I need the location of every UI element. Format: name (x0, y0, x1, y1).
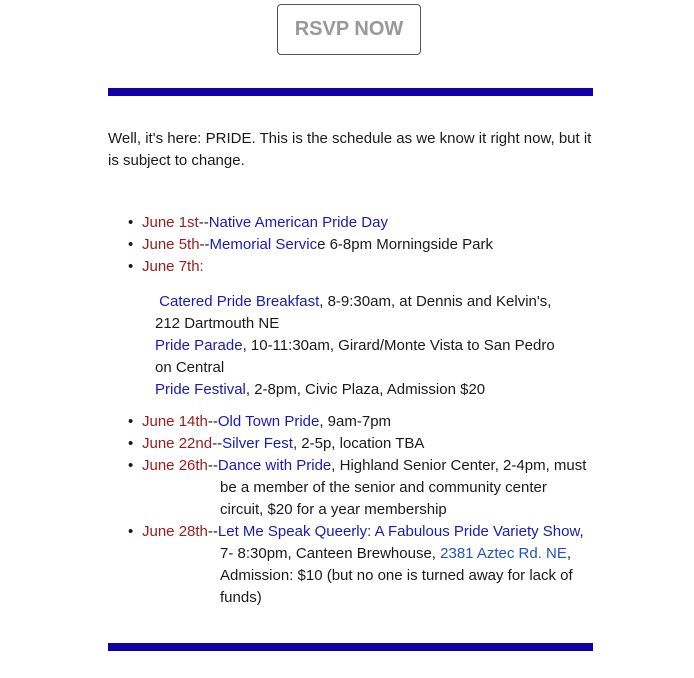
event-link-old-town-pride[interactable]: Old Town Pride (217, 413, 320, 430)
rsvp-now-button[interactable]: RSVP NOW (277, 4, 421, 55)
event-link-pride-parade[interactable]: Pride Parade (155, 337, 243, 354)
event-details: , 2-5p, location TBA (292, 435, 425, 452)
list-item (108, 212, 593, 234)
schedule-list-bottom (108, 411, 593, 609)
event-separator: -- (212, 435, 223, 452)
event-link-pride-festival[interactable]: Pride Festival (155, 381, 246, 398)
schedule-list-top (108, 212, 593, 278)
event-date: June 22nd (142, 435, 213, 452)
event-details: , 9am-7pm (319, 413, 392, 430)
event-details: , 10-11:30am, Girard/Monte Vista to San Pedro on Central (155, 337, 555, 376)
event-separator: -- (207, 523, 218, 540)
event-separator: -- (199, 236, 210, 253)
event-details: , Highland Senior Center, 2-4pm, must be a member of the senior and community center circuit, $20 for a year membership (220, 457, 587, 518)
top-divider (108, 88, 593, 96)
list-item (108, 455, 593, 521)
event-details: , 7- 8:30pm, Canteen Brewhouse, (220, 523, 584, 562)
list-item (155, 335, 555, 379)
list-item (155, 291, 555, 335)
event-details: , 8-9:30am, at Dennis and Kelvin's, 212 Dartmouth NE (155, 293, 552, 332)
list-item (108, 521, 593, 609)
event-separator: -- (198, 214, 209, 231)
list-item (108, 433, 593, 455)
june7-event-block (155, 291, 555, 401)
list-item (108, 234, 593, 256)
event-link-dance-with-pride[interactable]: Dance with Pride (217, 457, 332, 474)
event-link-silver-fest[interactable]: Silver Fest (222, 435, 293, 452)
intro-text: Well, it's here: PRIDE. This is the schedule as we know it right now, but it is subject to change. (108, 130, 592, 169)
event-date: June 14th (142, 413, 208, 430)
event-details: e 6-8pm Morningside Park (317, 236, 493, 253)
event-date: June 26th (142, 457, 208, 474)
event-link-native-american-pride-day[interactable]: Native American Pride Day (208, 214, 388, 231)
event-details: , Admission: $10 (but no one is turned away for lack of funds) (220, 545, 573, 606)
list-item (155, 379, 555, 401)
address-link[interactable]: 2381 Aztec Rd. NE (440, 545, 567, 562)
bottom-divider (108, 643, 593, 651)
event-details: , 2-8pm, Civic Plaza, Admission $20 (245, 381, 486, 398)
list-item (108, 411, 593, 433)
event-date: June 1st (142, 214, 199, 231)
event-date: June 7th: (142, 258, 204, 275)
event-separator: -- (207, 413, 218, 430)
event-link-let-me-speak-queerly[interactable]: Let Me Speak Queerly: A Fabulous Pride Variety Show (217, 523, 580, 540)
list-item (108, 256, 593, 278)
event-separator: -- (207, 457, 218, 474)
event-link-memorial-service[interactable]: Memorial Servic (209, 236, 318, 253)
event-date: June 5th (142, 236, 200, 253)
event-date: June 28th (142, 523, 208, 540)
event-link-catered-pride-breakfast[interactable]: Catered Pride Breakfast (159, 293, 320, 310)
